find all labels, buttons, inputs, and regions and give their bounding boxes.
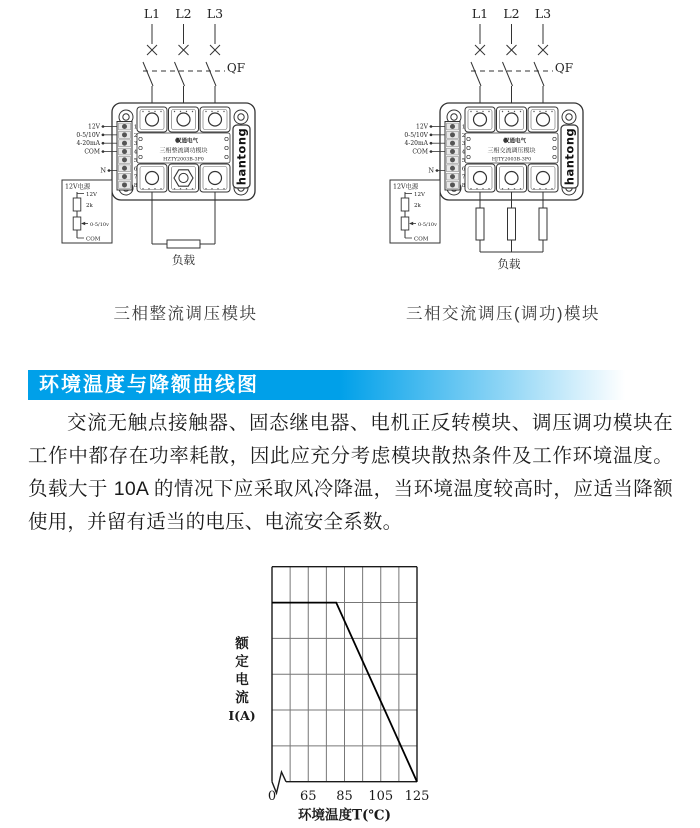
caption-left: 三相整流调压模块 [113,305,258,323]
module-model: HJTY2003B-3P0 [491,157,532,163]
pin-number: 7 [461,174,466,181]
pin-screw-icon [122,141,127,146]
pin-number: 4 [461,149,466,156]
y-axis-label: 额 [235,636,249,652]
potentiometer-icon [73,217,81,230]
brand-text: hantong [562,127,577,186]
phase-label: L2 [175,6,192,21]
pin-screw-icon [122,124,127,129]
potentiometer-icon [401,217,409,230]
pin-number: 8 [133,182,138,189]
breaker-blade [503,62,513,86]
phase-label: L2 [503,6,520,21]
load-resistor-icon [476,208,484,240]
neutral-label: N [100,166,106,175]
pin-screw-icon [450,157,455,162]
x-tick-label: 105 [368,789,394,804]
pin-screw-icon [450,174,455,179]
module-logo-text: 汉通电气 [503,138,527,145]
wiring-diagram-rectifier-module [40,0,340,290]
pin-screw-icon [450,149,455,154]
pin-number: 6 [133,166,138,173]
x-tick-label: 125 [404,789,430,804]
pin-number: 5 [133,157,138,164]
load-resistor-icon [539,208,547,240]
hex-nut-icon [174,170,193,186]
module-model: HZTY2003B-3P0 [163,157,204,163]
breaker-blade [534,62,544,86]
breaker-blade [471,62,481,86]
signal-label: 0-5/10V [76,131,100,139]
psu-resistor-label: 2k [414,203,421,209]
pin-number: 2 [461,132,466,139]
body-paragraph: 交流无触点接触器、固态继电器、电机正反转模块、调压调功模块在工作中都存在功率耗散，因此应充分考虑模块散热条件及工作环境温度。负载大于 10A 的情况下应采取风冷降温，当环境温度较高时，应适当降额使用，并留有适当的电压、电流安全系数。 [28,412,673,533]
psu-title: 12V电源 [393,183,419,191]
breaker-blade [175,62,185,86]
section-title: 环境温度与降额曲线图 [39,374,259,396]
x-axis-label: 环境温度T(℃) [298,807,391,824]
pin-number: 7 [133,174,138,181]
phase-label: L1 [471,6,489,21]
pin-number: 8 [461,182,466,189]
pin-screw-icon [122,132,127,137]
psu-resistor-label: 2k [86,203,93,209]
y-axis-label: 定 [235,654,249,670]
pin-number: 1 [461,124,466,131]
y-axis-label: 流 [235,690,249,706]
pin-screw-icon [122,174,127,179]
wiring-diagram-ac-regulator-module [368,0,668,290]
pin-screw-icon [450,166,455,171]
pin-screw-icon [450,141,455,146]
phase-label: L3 [206,6,224,21]
phase-label: L1 [143,6,161,21]
load-label: 负载 [497,257,521,271]
y-axis-label: 电 [235,672,249,688]
breaker-label: QF [226,61,246,75]
resistor-icon [73,198,81,211]
phase-label: L3 [534,6,552,21]
load-resistor-icon [167,240,200,248]
pin-number: 3 [461,141,466,148]
signal-label: 12V [88,123,100,131]
psu-12v-label: 12V [414,192,425,198]
pin-number: 1 [133,124,138,131]
breaker-blade [143,62,153,86]
psu-title: 12V电源 [65,183,91,191]
y-axis-label: I(A) [228,708,256,723]
load-label: 负载 [172,253,195,267]
signal-label: 4-20mA [76,140,100,148]
load-resistor-icon [508,208,516,240]
pin-screw-icon [450,132,455,137]
resistor-icon [401,198,409,211]
pin-screw-icon [450,124,455,129]
x-tick-label: 85 [336,789,353,804]
module-logo-text: 汉通电气 [175,138,199,145]
breaker-blade [206,62,216,86]
brand-text: hantong [234,127,249,186]
pin-number: 4 [133,149,138,156]
pin-screw-icon [122,149,127,154]
psu-com-label: COM [86,236,101,243]
psu-wiper-label: 0-5/10v [90,222,109,228]
psu-12v-label: 12V [86,192,97,198]
signal-label: COM [412,148,428,156]
psu-com-label: COM [414,236,429,243]
x-tick-label: 0 [267,789,277,804]
module-name: 三相整流调功模块 [159,147,208,155]
pin-screw-icon [450,182,455,187]
signal-label: 0-5/10V [404,131,428,139]
signal-label: 4-20mA [404,140,428,148]
pin-number: 6 [461,166,466,173]
psu-wiper-label: 0-5/10v [418,222,437,228]
derating-curve-chart [225,553,475,828]
signal-label: 12V [416,123,428,131]
signal-label: COM [84,148,100,156]
module-name: 三相交流调压模块 [487,147,536,155]
caption-right: 三相交流调压(调功)模块 [406,305,600,323]
pin-screw-icon [122,166,127,171]
section-header-bar [28,370,650,400]
pin-screw-icon [122,182,127,187]
pin-number: 5 [461,157,466,164]
pin-number: 3 [133,141,138,148]
x-tick-label: 65 [299,789,317,804]
neutral-label: N [428,166,434,175]
breaker-label: QF [554,61,574,75]
pin-number: 2 [133,132,138,139]
pin-screw-icon [122,157,127,162]
